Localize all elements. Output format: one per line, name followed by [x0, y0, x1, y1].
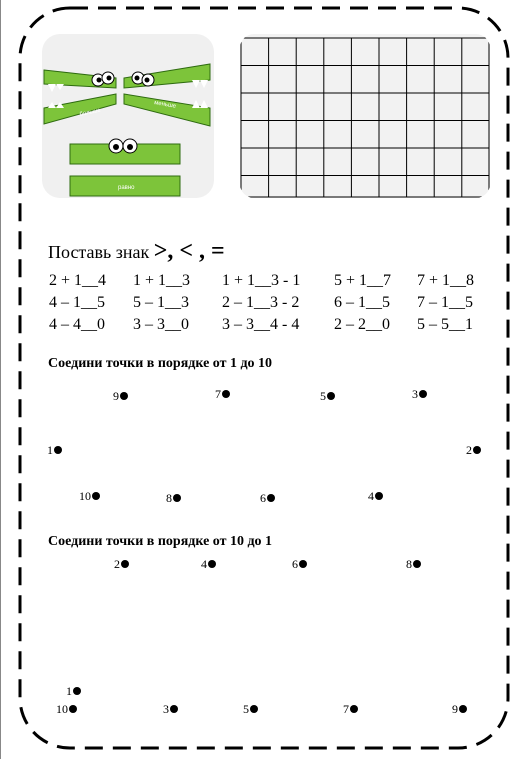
- dot-mark: [459, 705, 467, 713]
- crocodile-graphic: [42, 34, 214, 198]
- comparison-item: 7 – 1__5: [417, 294, 473, 311]
- numbered-dot: [343, 703, 358, 715]
- dot-mark: [250, 705, 258, 713]
- dot-label: 7: [215, 387, 221, 401]
- dot-mark: [299, 560, 307, 568]
- task3-title: Соедини точки в порядке от 10 до 1: [48, 534, 273, 549]
- dot-mark: [208, 560, 216, 568]
- dot-label: 2: [466, 443, 472, 457]
- dot-label: 2: [114, 557, 120, 571]
- dot-label: 6: [260, 491, 266, 505]
- dot-label: 5: [320, 389, 326, 403]
- dot-label: 9: [113, 389, 119, 403]
- dot-mark: [92, 492, 100, 500]
- numbered-dot: [79, 490, 100, 502]
- comparison-item: 1 + 1__3: [133, 272, 191, 289]
- numbered-dot: [47, 444, 62, 456]
- dot-label: 3: [163, 702, 169, 716]
- comparison-item: 3 – 3__4 - 4: [222, 316, 300, 333]
- numbered-dot: [320, 390, 335, 402]
- comparison-item: 7 + 1__8: [417, 272, 475, 289]
- comparison-item: 4 – 1__5: [49, 294, 105, 311]
- numbered-dot: [243, 703, 258, 715]
- numbered-dot: [215, 388, 230, 400]
- dot-label: 8: [406, 557, 412, 571]
- comparison-item: 6 – 1__5: [334, 294, 390, 311]
- task1-symbols: >, < , =: [153, 238, 225, 264]
- numbered-dot: [452, 703, 467, 715]
- dot-label: 1: [47, 443, 53, 457]
- comparison-item: 4 – 4__0: [49, 316, 105, 333]
- dot-label: 10: [79, 489, 91, 503]
- dot-label: 5: [243, 702, 249, 716]
- square-grid: [240, 34, 490, 198]
- croc-label-less: меньше: [153, 100, 177, 110]
- comparison-item: 2 + 1__4: [49, 272, 107, 289]
- dot-mark: [173, 494, 181, 502]
- numbered-dot: [166, 492, 181, 504]
- comparison-item: 5 – 1__3: [133, 294, 189, 311]
- numbered-dot: [163, 703, 178, 715]
- dot-label: 1: [66, 684, 72, 698]
- dot-mark: [350, 705, 358, 713]
- dot-mark: [327, 392, 335, 400]
- dot-label: 9: [452, 702, 458, 716]
- dot-mark: [121, 560, 129, 568]
- dot-mark: [267, 494, 275, 502]
- numbered-dot: [201, 558, 216, 570]
- croc-label-equal: равно: [118, 185, 135, 191]
- numbered-dot: [113, 390, 128, 402]
- comparison-item: 5 – 5__1: [417, 316, 473, 333]
- dot-label: 6: [292, 557, 298, 571]
- comparison-item: 2 – 1__3 - 2: [222, 294, 300, 311]
- dot-mark: [222, 390, 230, 398]
- comparison-item: 1 + 1__3 - 1: [222, 272, 301, 289]
- dot-mark: [413, 560, 421, 568]
- task2-title: Соедини точки в порядке от 1 до 10: [48, 356, 273, 371]
- numbered-dot: [114, 558, 129, 570]
- dot-mark: [54, 446, 62, 454]
- task1-title-text: Поставь знак: [48, 242, 150, 262]
- dot-label: 10: [56, 702, 68, 716]
- dot-mark: [120, 392, 128, 400]
- dot-mark: [69, 705, 77, 713]
- comparison-item: 2 – 2__0: [334, 316, 390, 333]
- dot-mark: [375, 492, 383, 500]
- page-edge: [0, 0, 1, 759]
- numbered-dot: [56, 703, 77, 715]
- numbered-dot: [412, 388, 427, 400]
- numbered-dot: [406, 558, 421, 570]
- comparison-item: 3 – 3__0: [133, 316, 189, 333]
- dot-label: 8: [166, 491, 172, 505]
- dot-label: 4: [368, 489, 374, 503]
- dot-mark: [170, 705, 178, 713]
- dot-label: 4: [201, 557, 207, 571]
- numbered-dot: [292, 558, 307, 570]
- croc-label-more: больше: [79, 107, 102, 118]
- dot-label: 7: [343, 702, 349, 716]
- task1-title: [48, 238, 225, 265]
- numbered-dot: [466, 444, 481, 456]
- dot-mark: [473, 446, 481, 454]
- dot-mark: [73, 687, 81, 695]
- crocodile-illustration: [42, 34, 214, 198]
- dot-mark: [419, 390, 427, 398]
- grid-lines: [240, 34, 490, 198]
- comparison-item: 5 + 1__7: [334, 272, 392, 289]
- numbered-dot: [368, 490, 383, 502]
- numbered-dot: [66, 685, 81, 697]
- numbered-dot: [260, 492, 275, 504]
- dot-label: 3: [412, 387, 418, 401]
